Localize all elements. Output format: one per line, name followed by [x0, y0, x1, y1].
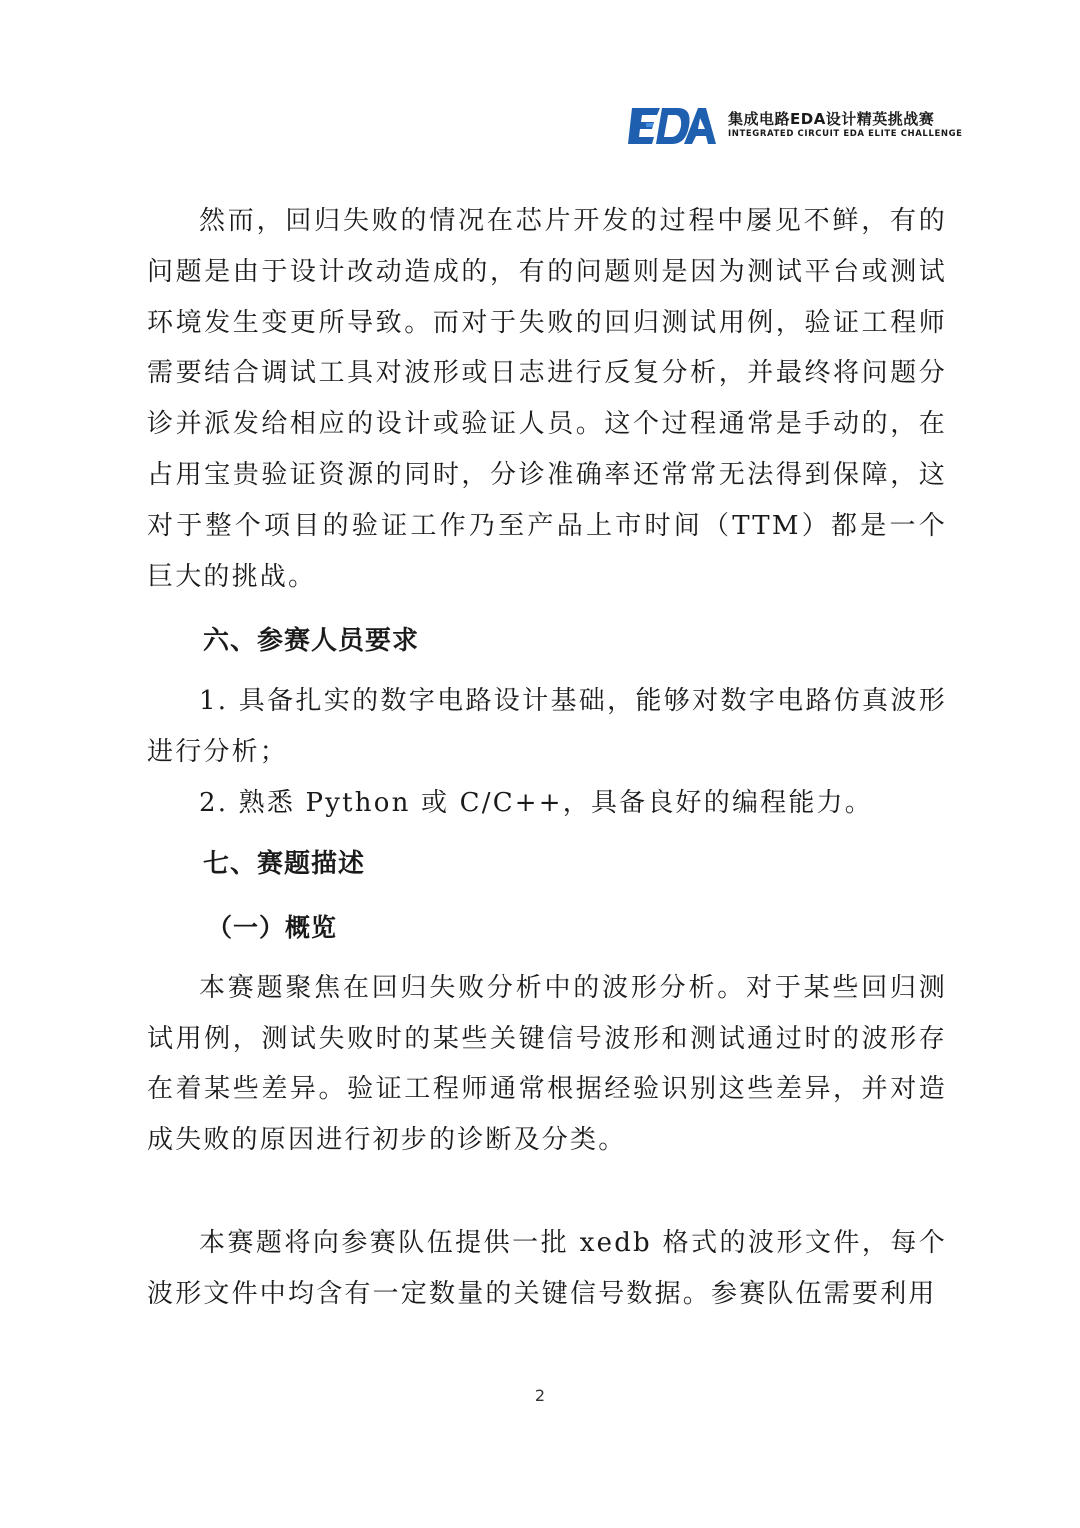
- paragraph-waveform-files: 本赛题将向参赛队伍提供一批 xedb 格式的波形文件，每个波形文件中均含有一定数量的关键信号数据。参赛队伍需要利用: [147, 1227, 947, 1309]
- subsection-heading-overview: （一）概览: [207, 912, 338, 942]
- requirement-item-1: 1. 具备扎实的数字电路设计基础，能够对数字电路仿真波形进行分析；: [147, 686, 947, 768]
- header-title-en: INTEGRATED CIRCUIT EDA ELITE CHALLENGE: [728, 129, 963, 139]
- paragraph-regression-failure: 然而，回归失败的情况在芯片开发的过程中屡见不鲜，有的问题是由于设计改动造成的，有的问题则是因为测试平台或测试环境发生变更所导致。而对于失败的回归测试用例，验证工程师需要结合调试工具对波形或日志进行反复分析，并最终将问题分诊并派发给相应的设计或验证人员。这个过程通常是手动的，在占用宝贵验证资源的同时，分诊准确率还常常无法得到保障，这对于整个项目的验证工作乃至产品上市时间（TTM）都是一个巨大的挑战。: [147, 206, 947, 592]
- page-number: 2: [534, 1386, 546, 1405]
- page-header: [626, 104, 963, 148]
- eda-logo-icon: [626, 104, 720, 148]
- requirement-item-2: 2. 熟悉 Python 或 C/C++，具备良好的编程能力。: [199, 787, 873, 818]
- document-body: [147, 196, 947, 1320]
- section-heading-problem-description: 七、赛题描述: [203, 848, 366, 879]
- section-heading-participant-requirements: 六、参赛人员要求: [203, 626, 420, 657]
- paragraph-overview: 本赛题聚焦在回归失败分析中的波形分析。对于某些回归测试用例，测试失败时的某些关键信号波形和测试通过时的波形存在着某些差异。验证工程师通常根据经验识别这些差异，并对造成失败的原因进行初步的诊断及分类。: [147, 972, 947, 1156]
- header-title-cn: 集成电路EDA设计精英挑战赛: [728, 110, 935, 128]
